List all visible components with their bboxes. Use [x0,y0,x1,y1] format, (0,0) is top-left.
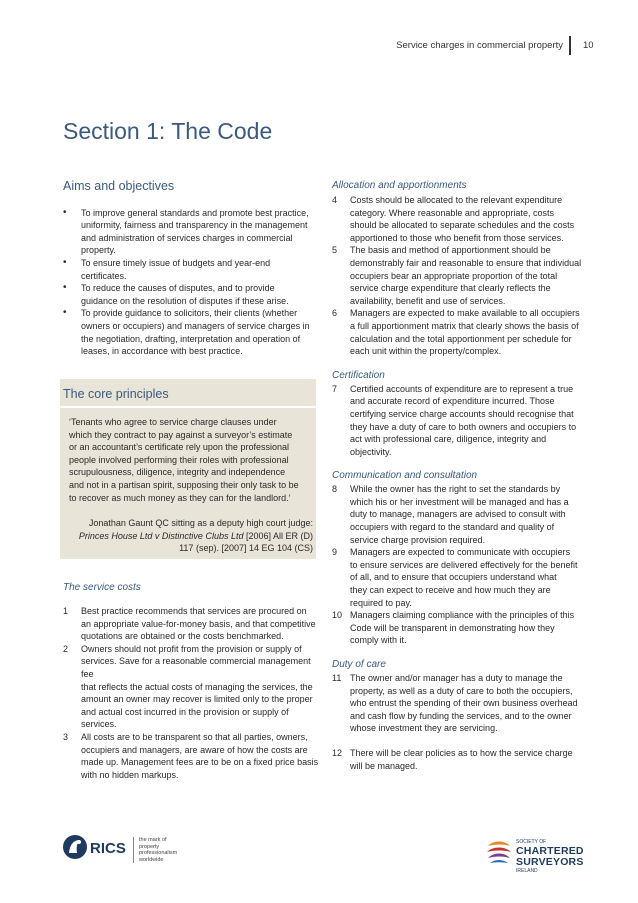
line: While the owner has the right to set the standards by [350,484,561,495]
line: services. Save for a reasonable commercial management fee [81,656,311,679]
running-header-title: Service charges in commercial property [396,40,563,51]
line: and actual cost incurred in the provision or supply of services. [81,706,289,730]
line: comply with it. [350,635,407,646]
line: • To ensure timely issue of budgets and year-end [81,257,271,268]
item-number: 3 [63,731,69,742]
numbered-item [332,546,594,609]
allocation-heading: Allocation and apportionments [332,180,467,191]
line: the negotiation, drafting, interpretation and operation of [81,333,301,344]
line: amount an owner may recover is limited only to the proper [81,694,313,705]
aims-section [63,180,323,358]
line: certificates. [81,270,127,281]
numbered-item [63,605,325,643]
rics-logo [62,832,130,867]
line: category. Where reasonable and appropriate, costs [350,207,554,218]
item-number: 1 [63,606,69,616]
numbered-item [332,747,594,772]
line: whose investment they are servicing. [350,723,498,734]
line: Best practice recommends that services are procured on [81,606,307,616]
case-reference: [2006] All ER (D) [243,530,313,541]
line: availability, benefit and use of services. [350,295,506,306]
quote-citation [69,517,313,555]
aims-heading: Aims and objectives [63,179,175,193]
line: they can expect to receive and how much they are [350,585,551,596]
line: an appropriate value-for-money basis, and that competitive [81,618,316,629]
line: • To provide guidance to solicitors, their clients (whether [81,308,298,319]
line: • To improve general standards and promote best practice, [81,207,309,218]
scs-emblem-icon [485,836,513,873]
line: demonstrably fair and reasonable to ensure that individual [350,257,582,268]
line: they have a duty of care to both owners and occupiers to [350,421,577,432]
numbered-item [332,194,594,244]
line: owners or occupiers) and managers of service charges in [81,320,310,331]
scs-ireland-text: IRELAND [516,868,538,874]
panel-divider [60,406,316,408]
line: uniformity, fairness and transparency in the management [81,220,308,231]
allocation-list [332,194,594,358]
line: Managers claiming compliance with the principles of this [350,610,575,621]
line: leases, in accordance with best practice. [81,346,243,357]
numbered-item [63,643,325,731]
certification-list [332,383,594,459]
line: will be managed. [350,760,418,771]
line: Jonathan Gaunt QC sitting as a deputy high court judge: [88,518,313,528]
numbered-item [332,383,594,459]
line: to recover as much money as they can for the landlord.’ [69,492,291,503]
line: and not in a partisan spirit, supposing their only task to be [69,479,299,490]
aims-bullet [63,257,323,282]
numbered-item [332,672,594,735]
line: professionalism [139,850,178,856]
line: calculation and the total apportionment per schedule for [350,333,572,344]
line: should be allocated to separate schedules and the costs [350,220,575,231]
line: All costs are to be transparent so that all parties, owners, [81,731,308,742]
line: The owner and/or manager has a duty to manage the [350,673,563,683]
section-title: Section 1: The Code [63,118,273,144]
header-divider [569,36,571,55]
core-principles-panel [60,379,316,559]
line: occupiers bear an appropriate proportion of the total [350,270,558,281]
line: act with professional care, diligence, integrity and [350,434,547,445]
line: apportioned to those who benefit from those services. [350,232,564,243]
line: guidance on the resolution of disputes if these arise. [81,295,289,306]
item-number: 11 [332,673,342,683]
numbered-item [332,483,594,546]
line: to ensure services are delivered effectively for the benefit [350,559,578,570]
line: There will be clear policies as to how the service charge [350,747,573,758]
line: quotations are obtained or the costs benchmarked. [81,631,284,642]
line: who entrust the spending of their own business overhead [350,698,578,709]
item-number: 12 [332,747,343,758]
numbered-item [332,307,594,357]
line: that reflects the actual costs of managing the services, the [81,681,313,692]
item-number: 9 [332,547,338,558]
line: service charge provision required. [350,534,486,545]
duty-of-care-list [332,672,594,772]
line: objectivity. [350,446,392,457]
aims-bullet [63,307,323,357]
item-number: 8 [332,484,338,495]
line: a full apportionment matrix that clearly shows the basis of [350,320,579,331]
aims-bullet [63,207,323,257]
line: the mark of [139,837,167,843]
line: or an accountant’s certificate rely upon the professional [69,442,289,453]
line: Managers are expected to communicate with occupiers [350,547,571,558]
line: Owners should not profit from the provision or supply of [81,643,302,654]
line: Code will be transparent in demonstrating how they [350,622,555,633]
scs-society-text: SOCIETY OF [516,839,547,845]
line: 117 (sep). [2007] 14 EG 104 (CS) [179,543,313,554]
line: with no hidden markups. [81,769,179,780]
aims-list [63,207,323,358]
line: each unit within the property/complex. [350,346,502,357]
aims-bullet [63,282,323,307]
line: which they contract to pay against a surveyor’s estimate [69,429,293,440]
line: made up. Management fees are to be on a fixed price basis [81,757,319,768]
rics-wordmark: RICS [90,840,126,857]
line: required to pay. [350,597,412,608]
line: certifying service charge accounts should recognise that [350,408,574,419]
line: Certified accounts of expenditure are to represent a true [350,383,574,394]
item-number: 2 [63,643,69,654]
rics-tagline [133,837,177,863]
line: service charge expenditure that clearly reflects the [350,283,551,294]
numbered-item [332,244,594,307]
line: occupiers and managers, are aware of how the costs are [81,744,308,755]
scs-surveyors-text: SURVEYORS [516,856,584,868]
item-number: 5 [332,245,338,256]
service-costs-heading: The service costs [63,582,141,593]
core-quote [69,416,313,504]
line: and cash flow by funding the services, and to the owner [350,710,572,721]
line: ‘Tenants who agree to service charge clauses under [69,417,277,427]
right-column [332,180,594,772]
line: duty to manage, managers are advised to consult with [350,509,566,520]
line: The basis and method of apportionment should be [350,245,551,256]
item-number: 6 [332,308,338,319]
item-number: 7 [332,383,338,394]
communication-list [332,483,594,647]
numbered-item [63,731,325,781]
duty-of-care-heading: Duty of care [332,659,386,670]
line: property, as well as a duty of care to both the occupiers, [350,685,573,696]
page-number: 10 [583,40,594,51]
line: Costs should be allocated to the relevant expenditure [350,195,563,205]
line: people involved performing their roles with professional [69,454,289,465]
line: property [139,843,160,850]
line [69,530,313,543]
core-principles-heading: The core principles [63,387,169,401]
line: scrupulousness, diligence, integrity and independence [69,467,286,478]
line: occupiers with regard to the standard and quality of [350,522,555,533]
line: Managers are expected to make available to all occupiers [350,308,580,319]
scs-chartered-text: CHARTERED [516,845,584,857]
service-costs-section [63,582,325,781]
line: worldwide [139,856,164,863]
line: and accurate record of expenditure incurred. Those [350,396,555,407]
line: and administration of services charges in commercial [81,232,293,243]
service-costs-list [63,605,325,781]
rics-emblem-icon [62,832,130,862]
line: of all, and to ensure that occupiers understand what [350,572,557,583]
item-number: 10 [332,610,343,621]
communication-heading: Communication and consultation [332,470,478,482]
numbered-item [332,609,594,647]
line: property. [81,245,116,256]
certification-heading: Certification [332,369,385,381]
line: which his or her investment will be managed and has a [350,496,569,507]
item-number: 4 [332,195,338,205]
line: • To reduce the causes of disputes, and to provide [81,283,275,294]
case-name: Princes House Ltd v Distinctive Clubs Ltd [78,530,244,541]
